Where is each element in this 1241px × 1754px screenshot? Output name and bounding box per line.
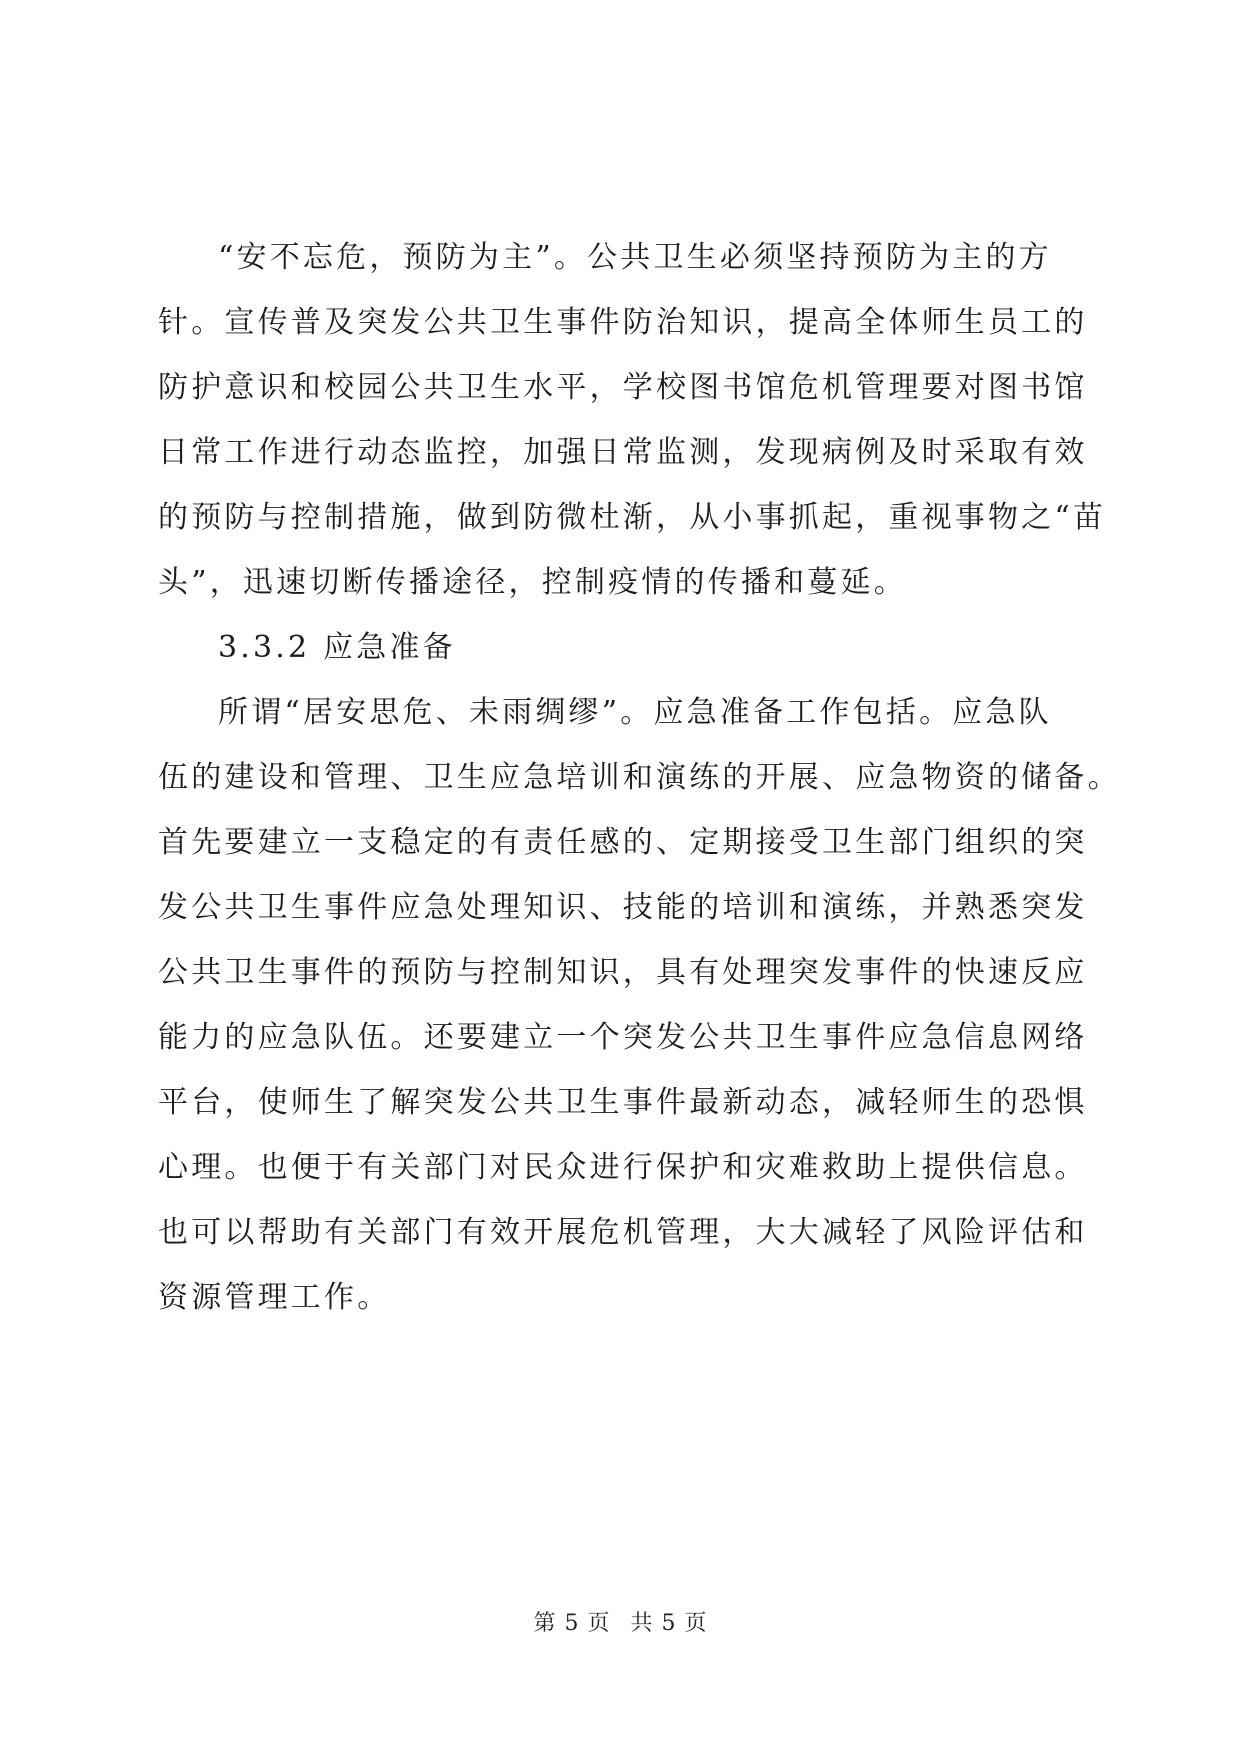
page-footer [0, 1606, 1241, 1637]
paragraph-1-line-2: 针。宣传普及突发公共卫生事件防治知识，提高全体师生员工的 [158, 305, 1088, 340]
paragraph-1-line-5: 的预防与控制措施，做到防微杜渐，从小事抓起，重视事物之“苗 [158, 500, 1107, 535]
paragraph-2-line-4: 发公共卫生事件应急处理知识、技能的培训和演练，并熟悉突发 [158, 890, 1088, 925]
paragraph-1-line-4: 日常工作进行动态监控，加强日常监测，发现病例及时采取有效 [158, 435, 1088, 470]
paragraph-1-line-6: 头”，迅速切断传播途径，控制疫情的传播和蔓延。 [158, 565, 907, 600]
paragraph-2-line-10: 资源管理工作。 [158, 1280, 391, 1315]
paragraph-2-line-3: 首先要建立一支稳定的有责任感的、定期接受卫生部门组织的突 [158, 825, 1088, 860]
paragraph-1-line-3: 防护意识和校园公共卫生水平，学校图书馆危机管理要对图书馆 [158, 370, 1088, 405]
paragraph-2-line-1: 所谓“居安思危、未雨绸缪”。应急准备工作包括。应急队 [218, 695, 1052, 730]
paragraph-2-line-6: 能力的应急队伍。还要建立一个突发公共卫生事件应急信息网络 [158, 1020, 1088, 1055]
paragraph-2-line-5: 公共卫生事件的预防与控制知识，具有处理突发事件的快速反应 [158, 955, 1088, 990]
paragraph-2-line-2: 伍的建设和管理、卫生应急培训和演练的开展、应急物资的储备。 [158, 760, 1121, 795]
paragraph-2-line-9: 也可以帮助有关部门有效开展危机管理，大大减轻了风险评估和 [158, 1215, 1088, 1250]
body-text [158, 225, 1121, 1330]
paragraph-2-line-8: 心理。也便于有关部门对民众进行保护和灾难救助上提供信息。 [158, 1150, 1088, 1185]
page-total: 共 5 页 [630, 1611, 708, 1636]
paragraph-1-line-1: “安不忘危，预防为主”。公共卫生必须坚持预防为主的方 [218, 240, 1052, 275]
section-heading: 3.3.2 应急准备 [218, 630, 456, 665]
page-number: 第 5 页 [533, 1611, 611, 1636]
paragraph-2-line-7: 平台，使师生了解突发公共卫生事件最新动态，减轻师生的恐惧 [158, 1085, 1088, 1120]
